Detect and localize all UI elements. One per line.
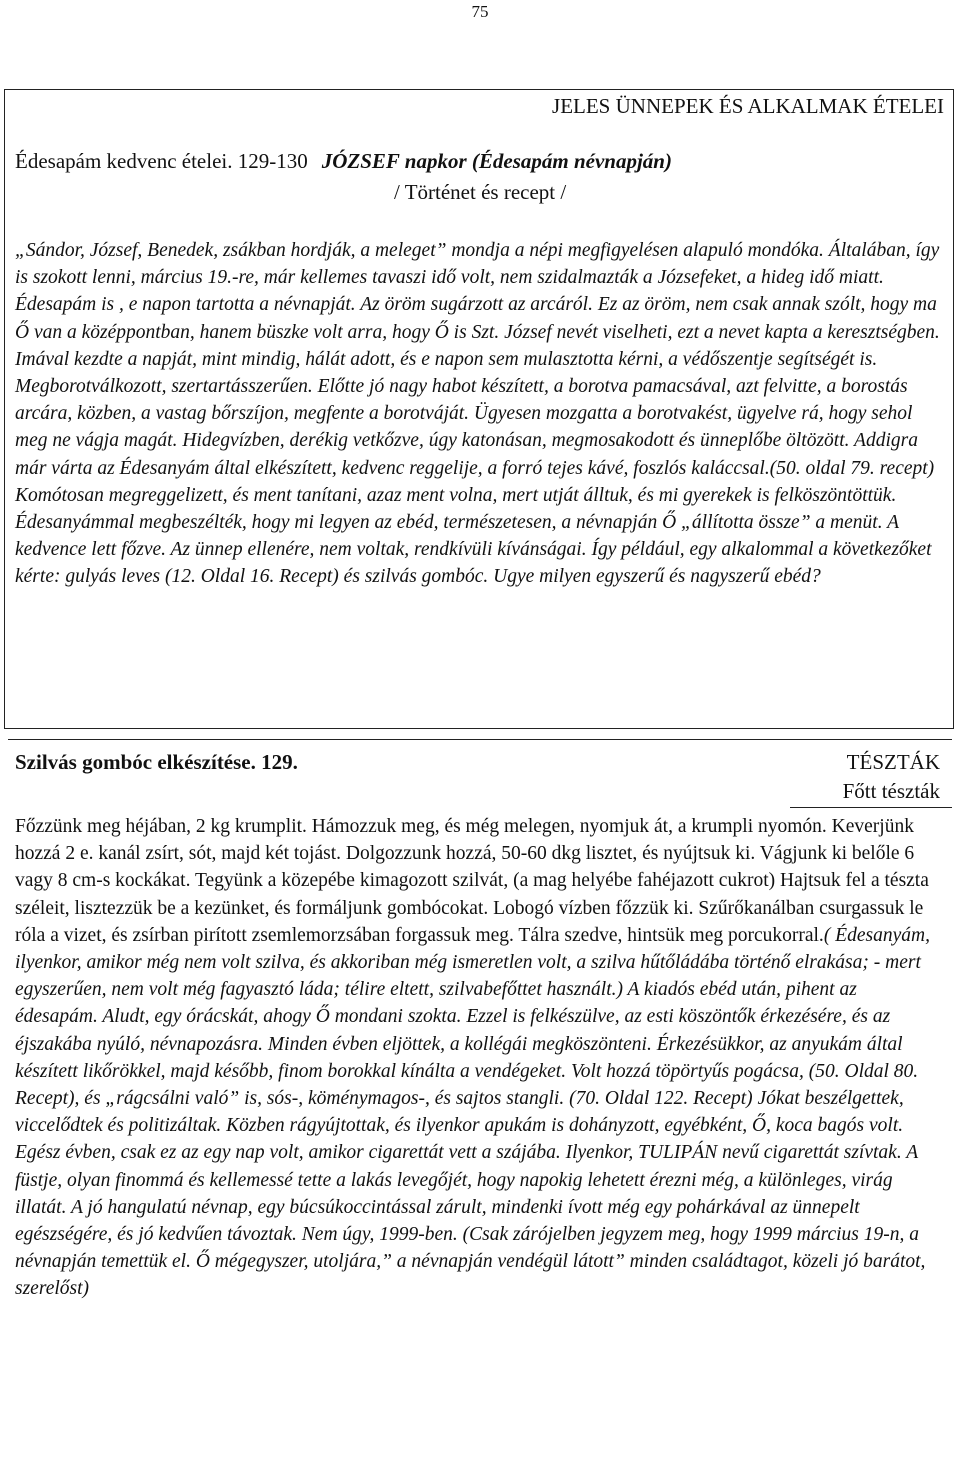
recipe-category: TÉSZTÁK (846, 750, 940, 774)
subtitle-note: / Történet és recept / (394, 180, 567, 204)
recipe-memoir: ( Édesanyám, ilyenkor, amikor még nem volt szilva, és akkoriban még ismeretlen volt, a szilva hűtőládába történő elrakása; - mert egyszerűen, nem volt még fagyasztó láda; télire eltett, szilvabefőttet használt.) A kiadós ebéd után, pihent az édesapám. Aludt, egy órácskát, ahogy Ő mondani szokta. Ezzel is felkészülve, az esti köszöntők érkezésére, és az éjszakába nyúló, névnapozásra. Minden évben eljöttek, a kollégái megköszönteni. Érkezésükkor, az anyukám által készített likőrökkel, majd később, finom borokkal kínálta a vendégeket. Volt hozzá töpörtyűs pogácsa, (50. Oldal 80. Recept), és „rágcsálni való” is, sós-, köménymagos-, és sajtos stangli. (70. Oldal 122. Recept) Jókat beszélgettek, viccelődtek és politizáltak. Közben rágyújtottak, és ilyenkor apukám is dohányzott, egyébként, Ő, koca bagós volt. Egész évben, csak ez az egy nap volt, amikor cigarettát vett a szájába. Ilyenkor, TULIPÁN nevű cigarettát szívtak. A füstje, olyan finommá és kellemessé tette a lakás levegőjét, hogy napokig lehetett érezni még, a különleges, virág illatát. A jó hangulatú névnap, egy búcsúkoccintással zárult, mindenki ívott még egy pohárkával az ünnepelt egészségére, és jó kedvűen távoztak. Nem úgy, 1999-ben. (Csak zárójelben jegyzem meg, hogy 1999 március 19-n, a névnapján temettük el. Ő mégegyszer, utoljára,” a névnapján vendégül látott” minden családtagot, közeli jó barátot, szerelőst) (15, 924, 930, 1300)
subtitle-bold: JÓZSEF napkor (Édesapám névnapján) (321, 149, 672, 173)
recipe-divider (8, 739, 952, 740)
subtitle-row (15, 149, 672, 174)
subtitle-prefix: Édesapám kedvenc ételei. 129-130 (15, 149, 308, 173)
recipe-title: Szilvás gombóc elkészítése. 129. (15, 750, 298, 774)
page-number: 75 (471, 2, 489, 21)
story-text (15, 237, 940, 591)
section-title: JELES ÜNNEPEK ÉS ALKALMAK ÉTELEI (552, 94, 944, 118)
story-paragraph-2: Édesapám is , e napon tartotta a névnapját. Az öröm sugárzott az arcáról. Ez az öröm, nem csak annak szólt, hogy ma Ő van a középpontban, hanem büszke volt arra, hogy Ő is Szt. József nevét viselheti, ezt a nevet kapta a keresztségben. Imával kezdte a napját, mint mindig, hálát adott, és e napon sem mulasztotta kérni, a védőszentje segítségét is. Megborotválkozott, szertartásszerűen. Előtte jó nagy habot készített, a borotva pamacsával, azt felvitte, a borostás arcára, közben, a vastag bőrszíjon, megfente a borotváját. Ügyesen mozgatta a borotvakést, ügyelve rá, hogy sehol meg ne vágja magát. Hidegvízben, derékig vetkőzve, úgy katonásan, megmosakodott és ünneplőbe öltözött. Addigra már várta az Édesanyám által elkészített, kedvenc reggelije, a forró tejes kávé, foszlós kaláccsal.(50. oldal 79. recept) Komótosan megreggelizett, és ment tanítani, azaz ment volna, mert utját álltuk, és mi gyerekek is felköszöntöttük. Édesanyámmal megbeszélték, hogy mi legyen az ebéd, természetesen, a névnapján Ő „állította össze” a menüt. A kedvence lett főzve. Az ünnep ellenére, nem voltak, rendkívüli kívánságai. Így például, egy alkalommal a következőket kérte: gulyás leves (12. Oldal 16. Recept) és szilvás gombóc. Ugye milyen egyszerű és nagyszerű ebéd? (15, 294, 940, 588)
story-paragraph-1: „Sándor, József, Benedek, zsákban hordják, a meleget” mondja a népi megfigyelésen alapuló mondóka. Általában, így is szokott lenni, március 19.-re, már kellemes tavaszi idő volt, nem szidalmazták a Józsefeket, a hideg idő miatt. (15, 240, 940, 289)
recipe-subcategory: Főtt tészták (842, 779, 940, 803)
recipe-instructions: Főzzünk meg héjában, 2 kg krumplit. Hámozzuk meg, és még melegen, nyomjuk át, a krumpli nyomón. Keverjünk hozzá 2 e. kanál zsírt, sót, majd két tojást. Dolgozzunk hozzá, 50-60 dkg lisztet, és nyújtsuk ki. Vágjunk ki belőle 6 vagy 8 cm-s kockákat. Tegyünk a közepébe kimagozott szilvát, (a mag helyébe fahéjazott cukrot) Hajtsuk fel a tészta széleit, lisztezzük be a kezünket, és formáljunk gombócokat. Lobogó vízben főzzük ki. Szűrőkanálban csurgassuk le róla a vizet, és zsírban pirított zsemlemorzsában forgassuk meg. Tálra szedve, hintsük meg porcukorral. (15, 816, 929, 946)
recipe-body (15, 813, 940, 1303)
recipe-subcategory-rule (790, 807, 952, 808)
